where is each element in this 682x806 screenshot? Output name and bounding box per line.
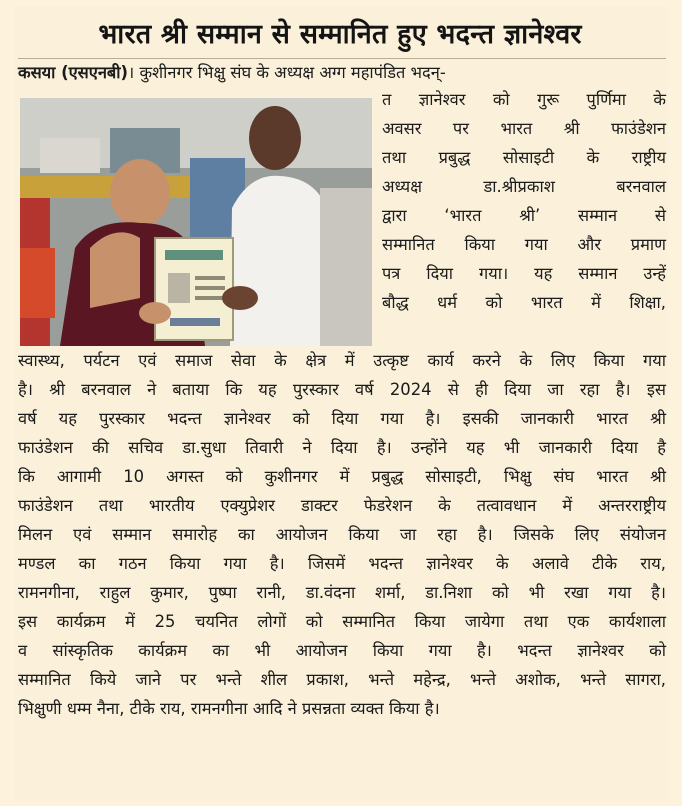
body-line: रामनगीना, राहुल कुमार, पुष्पा रानी, डा.वंदना शर्मा, डा.निशा को भी रखा गया है। — [18, 583, 666, 602]
side-line: बौद्ध धर्म को भारत में शिक्षा, — [382, 293, 666, 312]
lead-line — [18, 62, 666, 84]
headline-divider — [18, 58, 666, 59]
side-line: पत्र दिया गया। यह सम्मान उन्हें — [382, 264, 666, 283]
body-line: मिलन एवं सम्मान समारोह का आयोजन किया जा रहा है। जिसके लिए संयोजन — [18, 525, 666, 544]
lead-text: । कुशीनगर भिक्षु संघ के अध्यक्ष अग्ग महापंडित भदन्- — [128, 63, 446, 82]
body-line: फाउंडेशन की सचिव डा.सुधा तिवारी ने दिया है। उन्होंने यह भी जानकारी दिया है — [18, 438, 666, 457]
side-line: अध्यक्ष डा.श्रीप्रकाश बरनवाल — [382, 177, 666, 196]
headline: भारत श्री सम्मान से सम्मानित हुए भदन्त ज्ञानेश्वर — [98, 19, 582, 50]
side-line: सम्मानित किया गया और प्रमाण — [382, 235, 666, 254]
body-line: फाउंडेशन तथा भारतीय एक्युप्रेशर डाक्टर फेडरेशन के तत्वावधान में अन्तरराष्ट्रीय — [18, 496, 666, 515]
dateline: कसया (एसएनबी) — [18, 63, 129, 82]
body-line: मण्डल का गठन किया गया है। जिसमें भदन्त ज्ञानेश्वर के अलावे टीके राय, — [18, 554, 666, 573]
body-line: स्वास्थ्य, पर्यटन एवं समाज सेवा के क्षेत्र में उत्कृष्ट कार्य करने के लिए किया गया — [18, 351, 666, 370]
body-line: सम्मानित किये जाने पर भन्ते शील प्रकाश, भन्ते महेन्द्र, भन्ते अशोक, भन्ते सागरा, — [18, 670, 666, 689]
side-line: तथा प्रबुद्ध सोसाइटी के राष्ट्रीय — [382, 148, 666, 167]
side-line: अवसर पर भारत श्री फाउंडेशन — [382, 119, 666, 138]
body-line: व सांस्कृतिक कार्यक्रम का भी आयोजन किया गया है। भदन्त ज्ञानेश्वर को — [18, 641, 666, 660]
body-line: कि आगामी 10 अगस्त को कुशीनगर में प्रबुद्ध सोसाइटी, भिक्षु संघ भारत श्री — [18, 467, 666, 486]
news-photo — [20, 98, 372, 346]
body-line: वर्ष यह पुरस्कार भदन्त ज्ञानेश्वर को दिया गया है। इसकी जानकारी भारत श्री — [18, 409, 666, 428]
body-line: है। श्री बरनवाल ने बताया कि यह पुरस्कार वर्ष 2024 से ही दिया जा रहा है। इस — [18, 380, 666, 399]
body-line: इस कार्यक्रम में 25 चयनित लोगों को सम्मानित किया जायेगा तथा एक कार्यशाला — [18, 612, 666, 631]
side-line: द्वारा ‘भारत श्री’ सम्मान से — [382, 206, 666, 225]
body-line-last: भिक्षुणी धम्म नैना, टीके राय, रामनगीना आदि ने प्रसन्नता व्यक्त किया है। — [18, 699, 440, 718]
award-ceremony-photo — [20, 98, 372, 346]
side-line: त ज्ञानेश्वर को गुरू पुर्णिमा के — [382, 90, 666, 109]
